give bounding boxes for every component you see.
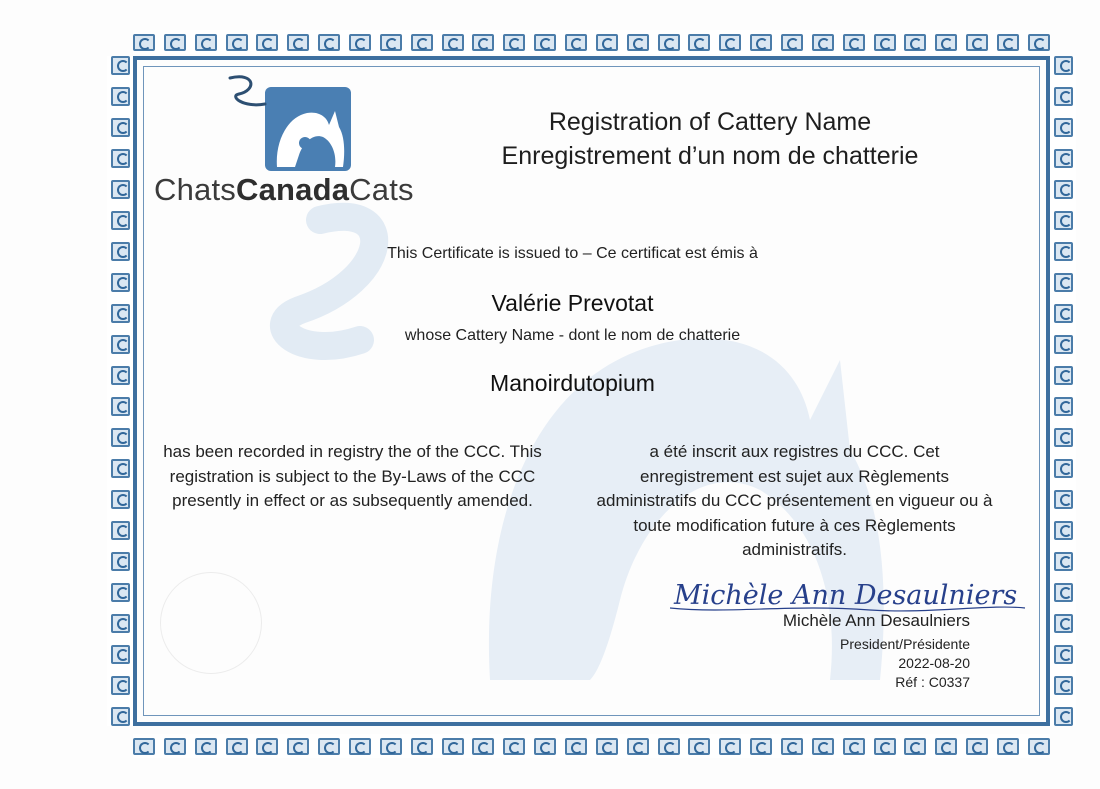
border-cat-tile-icon [1054,645,1073,664]
logo-word-cats: Cats [349,172,414,207]
border-cat-tile-icon [812,738,834,755]
border-cat-tile-icon [781,738,803,755]
border-cat-tile-icon [111,87,130,106]
border-cat-tile-icon [472,34,494,51]
border-cat-tile-icon [111,645,130,664]
border-cat-tile-icon [1054,428,1073,447]
border-cat-tile-icon [503,738,525,755]
border-cat-tile-icon [256,34,278,51]
border-cat-tile-icon [164,738,186,755]
border-cat-tile-icon [111,428,130,447]
border-cat-tile-icon [966,738,988,755]
border-cat-tile-icon [1054,366,1073,385]
border-cat-tile-icon [111,118,130,137]
border-cat-tile-icon [111,56,130,75]
border-cat-tile-icon [1054,459,1073,478]
border-cat-tile-icon [349,34,371,51]
border-cat-tile-icon [1054,118,1073,137]
border-cat-tile-icon [442,34,464,51]
embossed-seal [160,572,262,674]
border-cat-tile-icon [874,34,896,51]
border-cat-tile-icon [935,34,957,51]
left-border-band [107,56,133,726]
border-cat-tile-icon [111,490,130,509]
border-cat-tile-icon [1054,304,1073,323]
border-cat-tile-icon [111,459,130,478]
right-border-band [1050,56,1076,726]
signer-name: Michèle Ann Desaulniers [782,611,970,630]
border-cat-tile-icon [1054,149,1073,168]
border-cat-tile-icon [111,335,130,354]
border-cat-tile-icon [287,34,309,51]
border-cat-tile-icon [1054,335,1073,354]
issue-date: 2022-08-20 [898,655,970,671]
border-cat-tile-icon [111,676,130,695]
border-cat-tile-icon [874,738,896,755]
border-cat-tile-icon [111,552,130,571]
border-cat-tile-icon [812,34,834,51]
border-cat-tile-icon [133,738,155,755]
border-cat-tile-icon [997,34,1019,51]
border-cat-tile-icon [658,34,680,51]
border-cat-tile-icon [503,34,525,51]
border-cat-tile-icon [195,738,217,755]
border-cat-tile-icon [111,397,130,416]
recipient-name: Valérie Prevotat [491,290,654,316]
border-cat-tile-icon [534,738,556,755]
border-cat-tile-icon [111,149,130,168]
border-cat-tile-icon [318,34,340,51]
border-cat-tile-icon [904,738,926,755]
logo-word-canada: Canada [235,172,350,207]
border-cat-tile-icon [1054,180,1073,199]
border-cat-tile-icon [904,34,926,51]
border-cat-tile-icon [1028,738,1050,755]
border-cat-tile-icon [627,34,649,51]
logo-word-chats: Chats [154,172,236,207]
signature-ink: Michèle Ann Desaulniers [674,580,1018,611]
title-english: Registration of Cattery Name [548,108,872,136]
border-cat-tile-icon [1054,583,1073,602]
border-cat-tile-icon [111,211,130,230]
border-cat-tile-icon [111,242,130,261]
handwritten-signature [670,574,1030,616]
border-cat-tile-icon [287,738,309,755]
border-cat-tile-icon [565,738,587,755]
border-cat-tile-icon [1054,211,1073,230]
border-cat-tile-icon [111,583,130,602]
border-cat-tile-icon [111,707,130,726]
border-cat-tile-icon [226,738,248,755]
border-cat-tile-icon [1054,490,1073,509]
border-cat-tile-icon [1054,56,1073,75]
issued-to-label: This Certificate is issued to – Ce certificat est émis à [387,245,758,262]
border-cat-tile-icon [411,738,433,755]
french-statement: a été inscrit aux registres du CCC. Cet enregistrement est sujet aux Règlements administratifs du CCC présentement en vigueur ou à toute modification future à ces Règlements administratifs. [596,442,993,559]
border-cat-tile-icon [997,738,1019,755]
top-border-band [133,30,1050,54]
border-cat-tile-icon [111,366,130,385]
cattery-name: Manoirdutopium [490,370,655,396]
border-cat-tile-icon [318,738,340,755]
border-cat-tile-icon [380,34,402,51]
border-cat-tile-icon [111,521,130,540]
border-cat-tile-icon [1054,87,1073,106]
brand-logo-text [154,172,414,208]
border-cat-tile-icon [349,738,371,755]
border-cat-tile-icon [750,738,772,755]
border-cat-tile-icon [1028,34,1050,51]
border-cat-tile-icon [596,34,618,51]
english-statement: has been recorded in registry the of the CCC. This registration is subject to the By-Laws of the CCC presently in effect or as subsequently amended. [163,442,542,510]
border-cat-tile-icon [843,738,865,755]
border-cat-tile-icon [688,34,710,51]
border-cat-tile-icon [1054,614,1073,633]
border-cat-tile-icon [1054,273,1073,292]
border-cat-tile-icon [1054,552,1073,571]
title-french: Enregistrement d’un nom de chatterie [501,142,919,170]
border-cat-tile-icon [111,304,130,323]
border-cat-tile-icon [1054,521,1073,540]
border-cat-tile-icon [565,34,587,51]
border-cat-tile-icon [164,34,186,51]
border-cat-tile-icon [719,34,741,51]
border-cat-tile-icon [226,34,248,51]
border-cat-tile-icon [688,738,710,755]
signer-role: President/Présidente [840,636,970,652]
cat-logo-icon [265,87,351,171]
cattery-name-label: whose Cattery Name - dont le nom de chatterie [404,327,741,344]
border-cat-tile-icon [658,738,680,755]
border-cat-tile-icon [534,34,556,51]
border-cat-tile-icon [1054,676,1073,695]
border-cat-tile-icon [411,34,433,51]
bottom-border-band [133,734,1050,758]
border-cat-tile-icon [380,738,402,755]
border-cat-tile-icon [195,34,217,51]
border-cat-tile-icon [256,738,278,755]
cat-tail-icon [225,74,275,114]
logo-icon [265,87,351,171]
border-cat-tile-icon [596,738,618,755]
border-cat-tile-icon [111,180,130,199]
border-cat-tile-icon [442,738,464,755]
border-cat-tile-icon [719,738,741,755]
border-cat-tile-icon [781,34,803,51]
border-cat-tile-icon [111,614,130,633]
border-cat-tile-icon [1054,397,1073,416]
border-cat-tile-icon [1054,707,1073,726]
border-cat-tile-icon [627,738,649,755]
border-cat-tile-icon [843,34,865,51]
border-cat-tile-icon [1054,242,1073,261]
border-cat-tile-icon [133,34,155,51]
border-cat-tile-icon [966,34,988,51]
border-cat-tile-icon [935,738,957,755]
border-cat-tile-icon [750,34,772,51]
border-cat-tile-icon [111,273,130,292]
border-cat-tile-icon [472,738,494,755]
reference-number: Réf : C0337 [895,674,970,690]
